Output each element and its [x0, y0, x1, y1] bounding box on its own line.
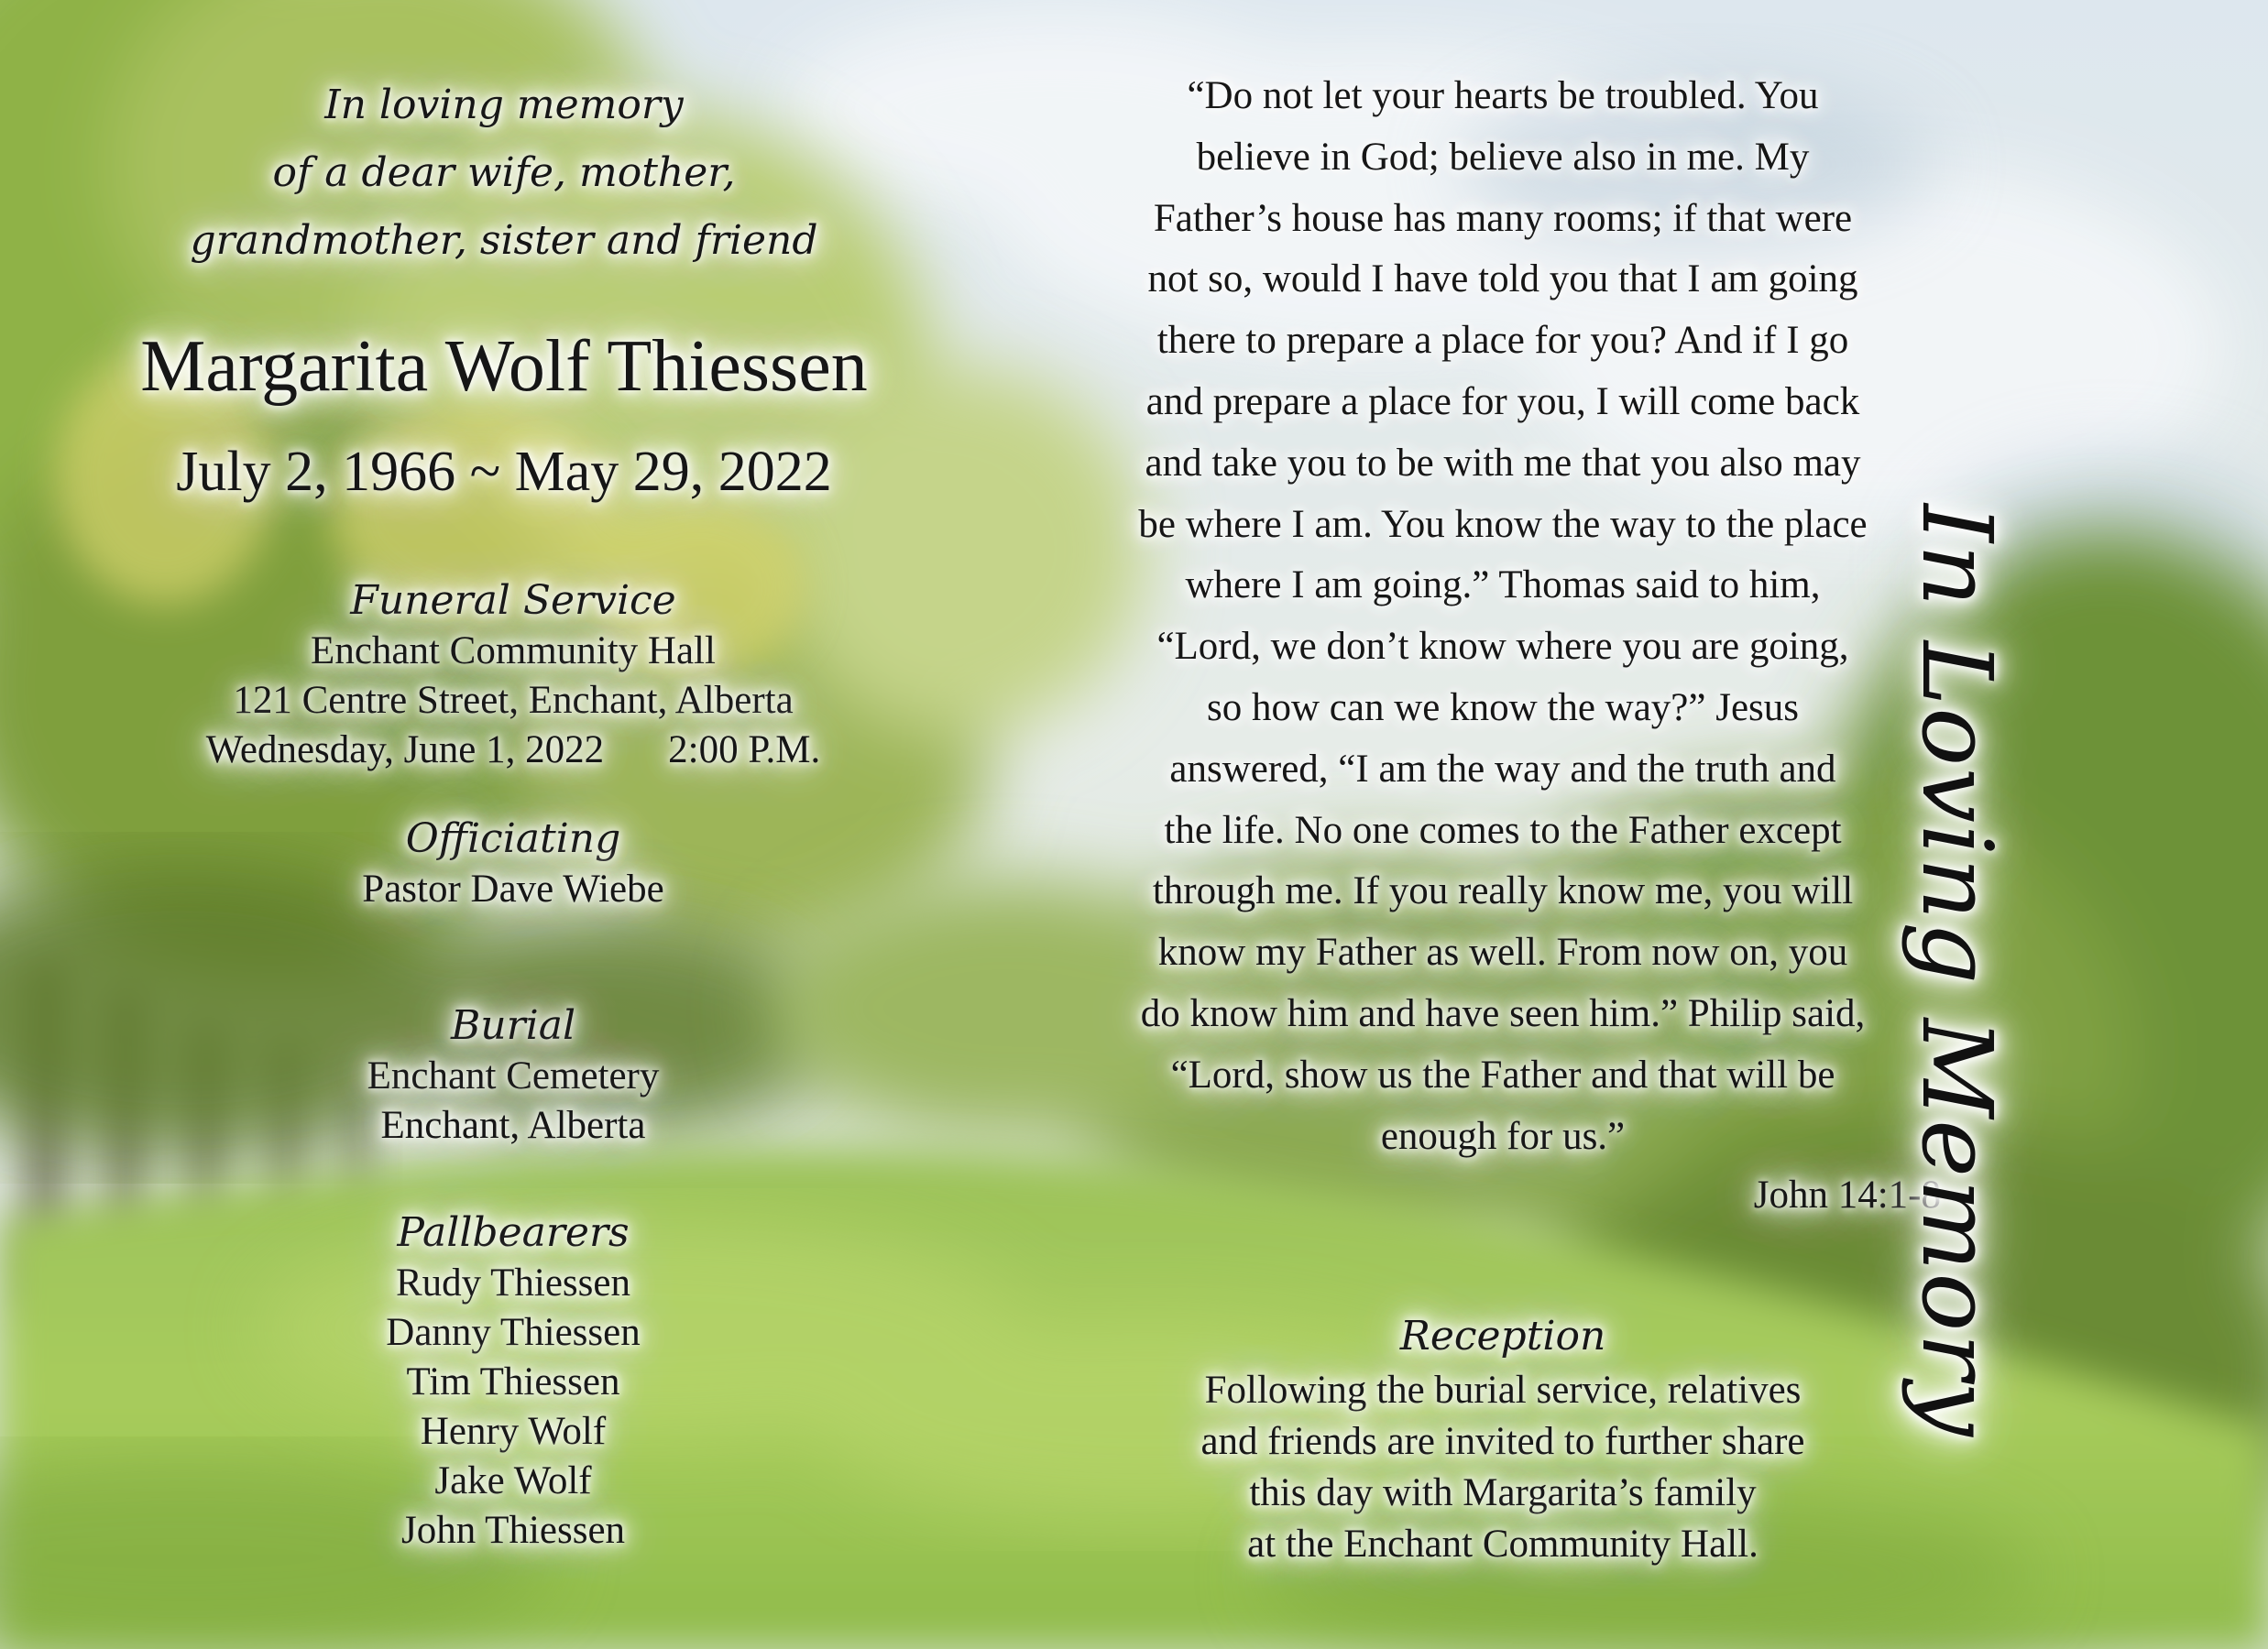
funeral-venue: Enchant Community Hall — [110, 627, 916, 676]
scripture-line: believe in God; believe also in me. My — [1054, 127, 1952, 189]
life-dates: July 2, 1966 ~ May 29, 2022 — [55, 431, 953, 513]
pallbearers-heading: Pallbearers — [110, 1207, 916, 1259]
pallbearer-name: Jake Wolf — [110, 1457, 916, 1506]
scripture-line: know my Father as well. From now on, you — [1054, 923, 1952, 984]
in-loving-memory-title: In Loving Memory — [1901, 495, 2011, 1447]
scripture-line: do know him and have seen him.” Philip said, — [1054, 984, 1952, 1045]
scripture-line: the life. No one comes to the Father except — [1054, 801, 1952, 862]
reception-heading: Reception — [1054, 1308, 1952, 1365]
burial-line: Enchant Cemetery — [110, 1052, 916, 1101]
scripture-line: “Lord, we don’t know where you are going, — [1054, 617, 1952, 678]
reception-line: this day with Margarita’s family — [1054, 1468, 1952, 1519]
scripture-line: “Do not let your hearts be troubled. You — [1054, 66, 1952, 127]
pallbearer-name: John Thiessen — [110, 1506, 916, 1556]
funeral-date: Wednesday, June 1, 2022 — [206, 728, 604, 771]
scripture-line: Father’s house has many rooms; if that were — [1054, 189, 1952, 250]
scripture-line: so how can we know the way?” Jesus — [1054, 678, 1952, 739]
funeral-time: 2:00 P.M. — [668, 728, 820, 771]
scripture-reference: John 14:1-8 — [1754, 1165, 1941, 1226]
reception-line: at the Enchant Community Hall. — [1054, 1519, 1952, 1570]
scripture-line: answered, “I am the way and the truth and — [1054, 739, 1952, 801]
scripture-line: enough for us.” — [1054, 1107, 1952, 1168]
funeral-service-heading: Funeral Service — [110, 575, 916, 627]
scripture-line: be where I am. You know the way to the place — [1054, 495, 1952, 556]
pallbearer-name: Danny Thiessen — [110, 1308, 916, 1358]
scripture-line: “Lord, show us the Father and that will be — [1054, 1045, 1952, 1107]
dedication-line: of a dear wife, mother, — [128, 139, 880, 207]
officiating-heading: Officiating — [110, 814, 916, 865]
pallbearer-name: Rudy Thiessen — [110, 1259, 916, 1308]
scripture-line: there to prepare a place for you? And if I go — [1054, 311, 1952, 372]
scripture-line: through me. If you really know me, you will — [1054, 861, 1952, 923]
burial-line: Enchant, Alberta — [110, 1101, 916, 1151]
scripture-line: not so, would I have told you that I am going — [1054, 249, 1952, 311]
funeral-address: 121 Centre Street, Enchant, Alberta — [110, 676, 916, 726]
scripture-line: and take you to be with me that you also may — [1054, 433, 1952, 495]
burial-heading: Burial — [110, 1000, 916, 1052]
pallbearer-name: Henry Wolf — [110, 1407, 916, 1457]
dedication-line: grandmother, sister and friend — [128, 207, 880, 275]
dedication-line: In loving memory — [128, 71, 880, 139]
scripture-line: where I am going.” Thomas said to him, — [1054, 555, 1952, 617]
scripture-line: and prepare a place for you, I will come back — [1054, 372, 1952, 433]
officiant-name: Pastor Dave Wiebe — [110, 865, 916, 914]
reception-line: Following the burial service, relatives — [1054, 1365, 1952, 1416]
reception-line: and friends are invited to further share — [1054, 1416, 1952, 1468]
deceased-name: Margarita Wolf Thiessen — [55, 321, 953, 412]
pallbearer-name: Tim Thiessen — [110, 1358, 916, 1407]
